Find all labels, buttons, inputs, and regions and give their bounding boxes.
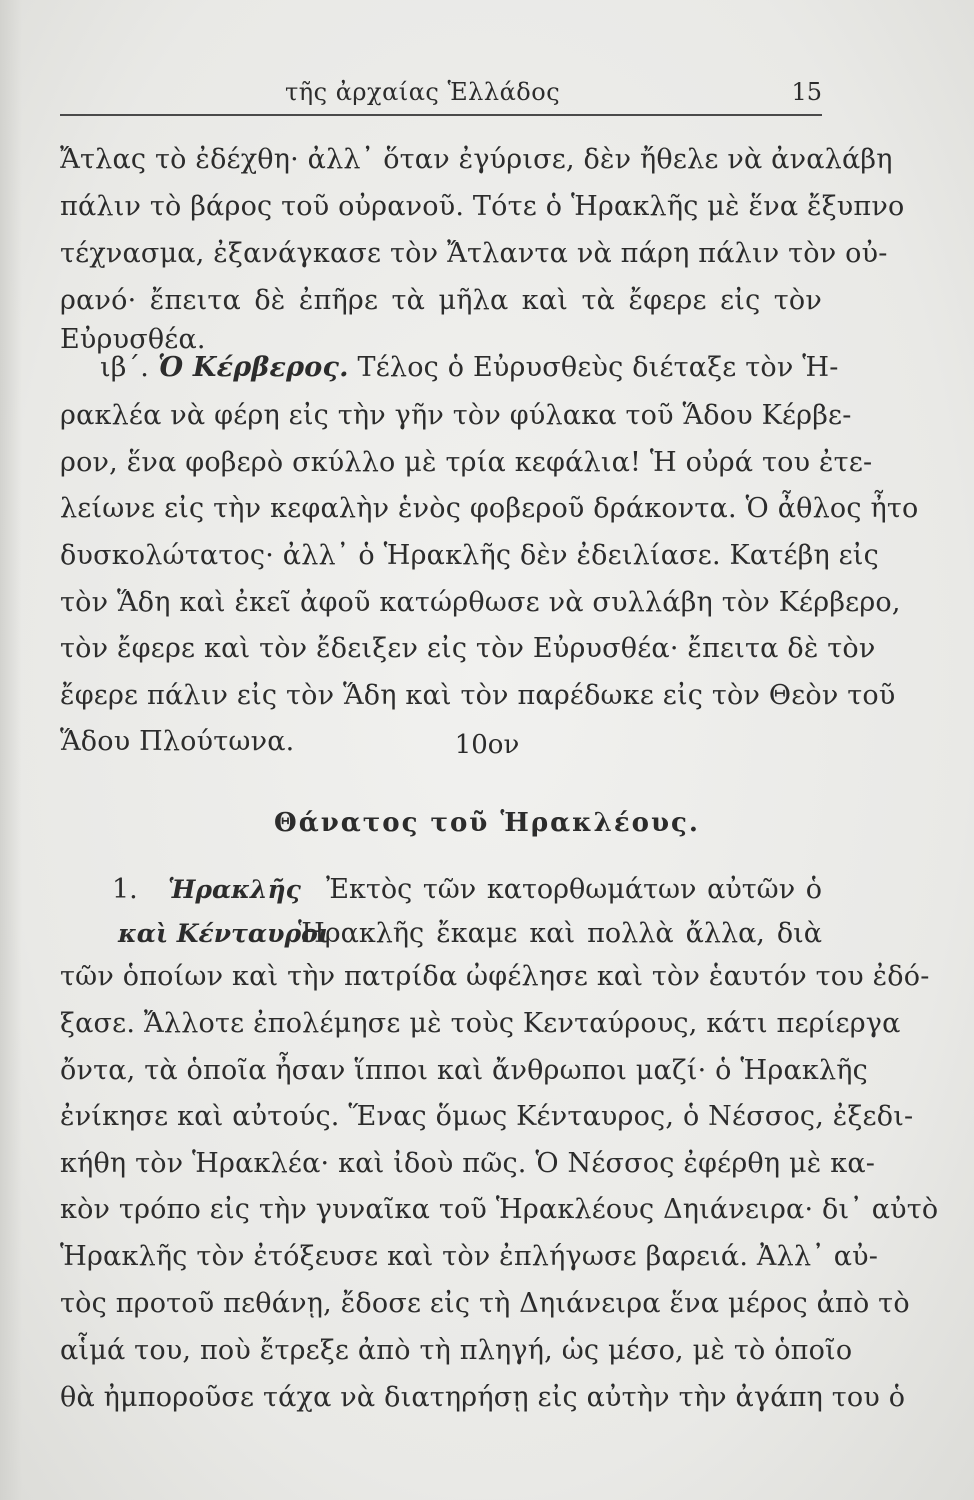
paragraph-number: 1. [112, 874, 138, 905]
text-line: ρακλέα νὰ φέρη εἰς τὴν γῆν τὸν φύλακα τοῦ Ἅδου Κέρβε- [60, 400, 852, 431]
paragraph-heading: Ὁ Κέρβερος. [157, 352, 349, 383]
text-line: δυσκολώτατος· ἀλλ᾽ ὁ Ἡρακλῆς δὲν ἐδειλίασε. Κατέβη εἰς [60, 540, 879, 571]
text-line: κὸν τρόπο εἰς τὴν γυναῖκα τοῦ Ἡρακλέους Δηιάνειρα· δι᾽ αὐτὸ [60, 1194, 939, 1225]
paragraph-first-line [100, 346, 839, 390]
side-heading: καὶ Κένταυροι [118, 919, 330, 948]
text-line: τὸν Ἅδη καὶ ἐκεῖ ἀφοῦ κατώρθωσε νὰ συλλάβη τὸν Κέρβερο, [60, 587, 901, 618]
text-line: ρον, ἕνα φοβερὸ σκύλλο μὲ τρία κεφάλια! Ἡ οὐρά του ἐτε- [60, 447, 873, 478]
text-span: Ἡρακλῆς ἔκαμε καὶ πολλὰ ἄλλα, διὰ [298, 918, 822, 949]
header-rule [60, 114, 822, 116]
text-line: θὰ ἠμποροῦσε τάχα νὰ διατηρήσῃ εἰς αὐτὴν τὴν ἀγάπη του ὁ [60, 1382, 906, 1413]
page-header [60, 74, 822, 114]
paragraph-number: ιβ΄. [100, 352, 150, 383]
page-number: 15 [791, 78, 822, 106]
text-line: ξασε. Ἄλλοτε ἐπολέμησε μὲ τοὺς Κενταύρους, κάτι περίεργα [60, 1008, 901, 1039]
text-line: τὸν ἔφερε καὶ τὸν ἔδειξεν εἰς τὸν Εὐρυσθέα· ἔπειτα δὲ τὸν [60, 633, 876, 664]
text-line: Ἄτλας τὸ ἐδέχθη· ἀλλ᾽ ὅταν ἐγύρισε, δὲν ἤθελε νὰ ἀναλάβη [60, 144, 893, 175]
side-heading: Ἡρακλῆς [168, 875, 301, 904]
text-line: ἐνίκησε καὶ αὐτούς. Ἕνας ὅμως Κένταυρος, ὁ Νέσσος, ἐξεδι- [60, 1101, 914, 1132]
section-number: 10ον [454, 730, 520, 760]
running-head: τῆς ἀρχαίας Ἑλλάδος [285, 78, 561, 106]
text-line: αἷμά του, ποὺ ἔτρεξε ἀπὸ τὴ πληγή, ὡς μέσο, μὲ τὸ ὁποῖο [60, 1335, 853, 1366]
text-line: τῶν ὁποίων καὶ τὴν πατρίδα ὠφέλησε καὶ τὸν ἑαυτόν του ἐδό- [60, 961, 930, 992]
text-line: Ἡρακλῆς τὸν ἐτόξευσε καὶ τὸν ἐπλήγωσε βαρειά. Ἀλλ᾽ αὐ- [60, 1241, 879, 1272]
section-title: Θάνατος τοῦ Ἡρακλέους. [274, 808, 700, 838]
text-line: Ἅδου Πλούτωνα. [60, 726, 295, 757]
text-line: κήθη τὸν Ἡρακλέα· καὶ ἰδοὺ πῶς. Ὁ Νέσσος ἐφέρθη μὲ κα- [60, 1148, 876, 1179]
text-line: ἔφερε πάλιν εἰς τὸν Ἅδη καὶ τὸν παρέδωκε εἰς τὸν Θεὸν τοῦ [60, 680, 896, 711]
text-line: πάλιν τὸ βάρος τοῦ οὐρανοῦ. Τότε ὁ Ἡρακλῆς μὲ ἕνα ἔξυπνο [60, 191, 905, 222]
text-line: ὄντα, τὰ ὁποῖα ἦσαν ἵπποι καὶ ἄνθρωποι μαζί· ὁ Ἡρακλῆς [60, 1055, 868, 1086]
text-line: τὸς προτοῦ πεθάνῃ, ἔδοσε εἰς τὴ Δηιάνειρα ἕνα μέρος ἀπὸ τὸ [60, 1288, 910, 1319]
text-line: Εὐρυσθέα. [60, 324, 206, 355]
text-span: Τέλος ὁ Εὐρυσθεὺς διέταξε τὸν Ἡ- [357, 352, 839, 383]
numbered-paragraph-head [80, 868, 822, 956]
text-line: λείωνε εἰς τὴν κεφαλὴν ἑνὸς φοβεροῦ δράκοντα. Ὁ ἆθλος ἦτο [60, 493, 919, 524]
text-line: ρανό· ἔπειτα δὲ ἐπῆρε τὰ μῆλα καὶ τὰ ἔφερε εἰς τὸν [60, 285, 822, 316]
text-line: τέχνασμα, ἐξανάγκασε τὸν Ἄτλαντα νὰ πάρη πάλιν τὸν οὐ- [60, 238, 888, 269]
text-span: Ἐκτὸς τῶν κατορθωμάτων αὐτῶν ὁ [326, 874, 822, 905]
